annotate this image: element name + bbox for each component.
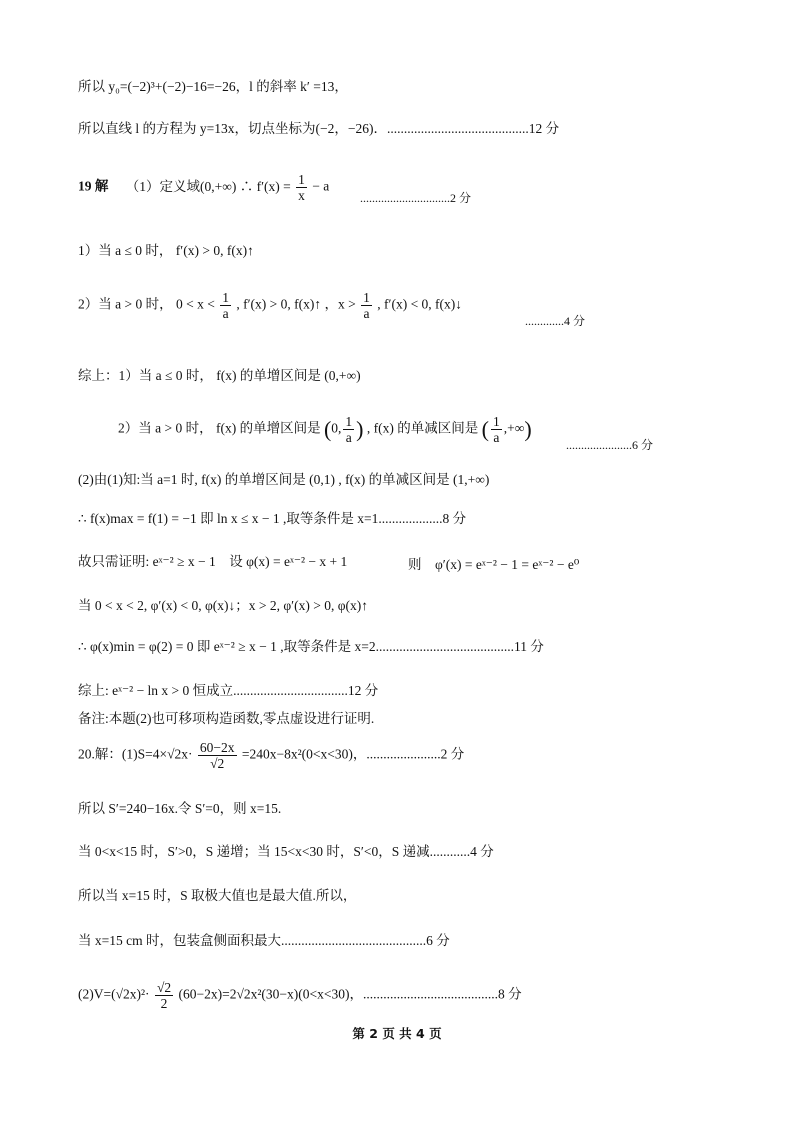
case-2: 2）当 a > 0 时， 0 < x < $\frac{1}{a}$ , f′(x) > 0, f(x)↑ ，x > $\frac{1}{a}$ , f′(x) < 0, f(x)↓: [78, 290, 463, 321]
fraction: $\frac{1}{x}$: [298, 172, 305, 203]
q19-line: [78, 172, 329, 203]
q19-derivative-tail: − a: [312, 178, 330, 194]
part2-line5: ∴ φ(x)min = φ(2) = 0 即 eˣ⁻² ≥ x − 1 ,取等条件是 x=2.........................................11 分: [78, 639, 544, 654]
q20-line6: (2)V=(√2x)²· $\frac{√2}{2}$ (60−2x)=2√2x²(30−x)(0<x<30)，........................................8 分: [78, 980, 522, 1011]
line-y0: 所以 y₀=(−2)³+(−2)−16=−26，l 的斜率 k′ =13，: [78, 79, 348, 94]
line-tangent: 所以直线 l 的方程为 y=13x，切点坐标为(−2，−26)．..........................................12 分: [78, 121, 560, 136]
part2-line3b: 则 φ′(x) = eˣ⁻² − 1 = eˣ⁻² − e⁰: [408, 557, 580, 572]
q19-domain: （1）定义域(0,+∞) ∴ f′(x) =: [125, 178, 291, 194]
part2-line1: (2)由(1)知:当 a=1 时, f(x) 的单增区间是 (0,1) , f(x) 的单减区间是 (1,+∞): [78, 472, 490, 487]
page-footer: 第 2 页 共 4 页: [352, 1026, 442, 1041]
q20-line3: 当 0<x<15 时，S′>0，S 递增；当 15<x<30 时，S′<0，S 递减............4 分: [78, 844, 494, 859]
score-2: ..............................2 分: [360, 191, 472, 205]
part2-line4: 当 0 < x < 2, φ′(x) < 0, φ(x)↓；x > 2, φ′(x) > 0, φ(x)↑: [78, 598, 368, 613]
fraction: $\frac{60-2x}{√2}$: [199, 740, 235, 771]
q20-line2: 所以 S′=240−16x.令 S′=0，则 x=15.: [78, 801, 282, 816]
score-6: ......................6 分: [566, 438, 654, 452]
case-1: 1）当 a ≤ 0 时， f′(x) > 0, f(x)↑: [78, 243, 254, 258]
q20-line4: 所以当 x=15 时，S 取极大值也是最大值.所以，: [78, 888, 357, 903]
fraction: $\frac{1}{a}$: [345, 414, 353, 445]
summary-2: 2）当 a > 0 时， f(x) 的单增区间是 (0, $\frac{1}{a}$ ) , f(x) 的单减区间是 ( $\frac{1}{a}$ ,+∞): [118, 414, 532, 445]
note: 备注:本题(2)也可移项构造函数,零点虚设进行证明.: [78, 711, 375, 726]
fraction: $\frac{1}{a}$: [222, 290, 229, 321]
q20-line5: 当 x=15 cm 时，包装盒侧面积最大...........................................6 分: [78, 933, 450, 948]
score-4: .............4 分: [525, 314, 586, 328]
part2-line6: 综上: eˣ⁻² − ln x > 0 恒成立..................................12 分: [78, 683, 379, 698]
part2-line2: ∴ f(x)max = f(1) = −1 即 ln x ≤ x − 1 ,取等条件是 x=1...................8 分: [78, 511, 467, 526]
summary-1: 综上：1）当 a ≤ 0 时， f(x) 的单增区间是 (0,+∞): [78, 368, 361, 383]
q20-line1: 20.解：(1)S=4×√2x· $\frac{60-2x}{√2}$ =240x−8x²(0<x<30)，......................2 分: [78, 740, 465, 771]
fraction: $\frac{√2}{2}$: [156, 980, 172, 1011]
fraction: $\frac{1}{a}$: [363, 290, 370, 321]
part2-line3a: 故只需证明: eˣ⁻² ≥ x − 1 设 φ(x) = eˣ⁻² − x + 1: [78, 554, 348, 569]
q19-heading: 19 解: [78, 178, 109, 194]
fraction: $\frac{1}{a}$: [492, 414, 500, 445]
